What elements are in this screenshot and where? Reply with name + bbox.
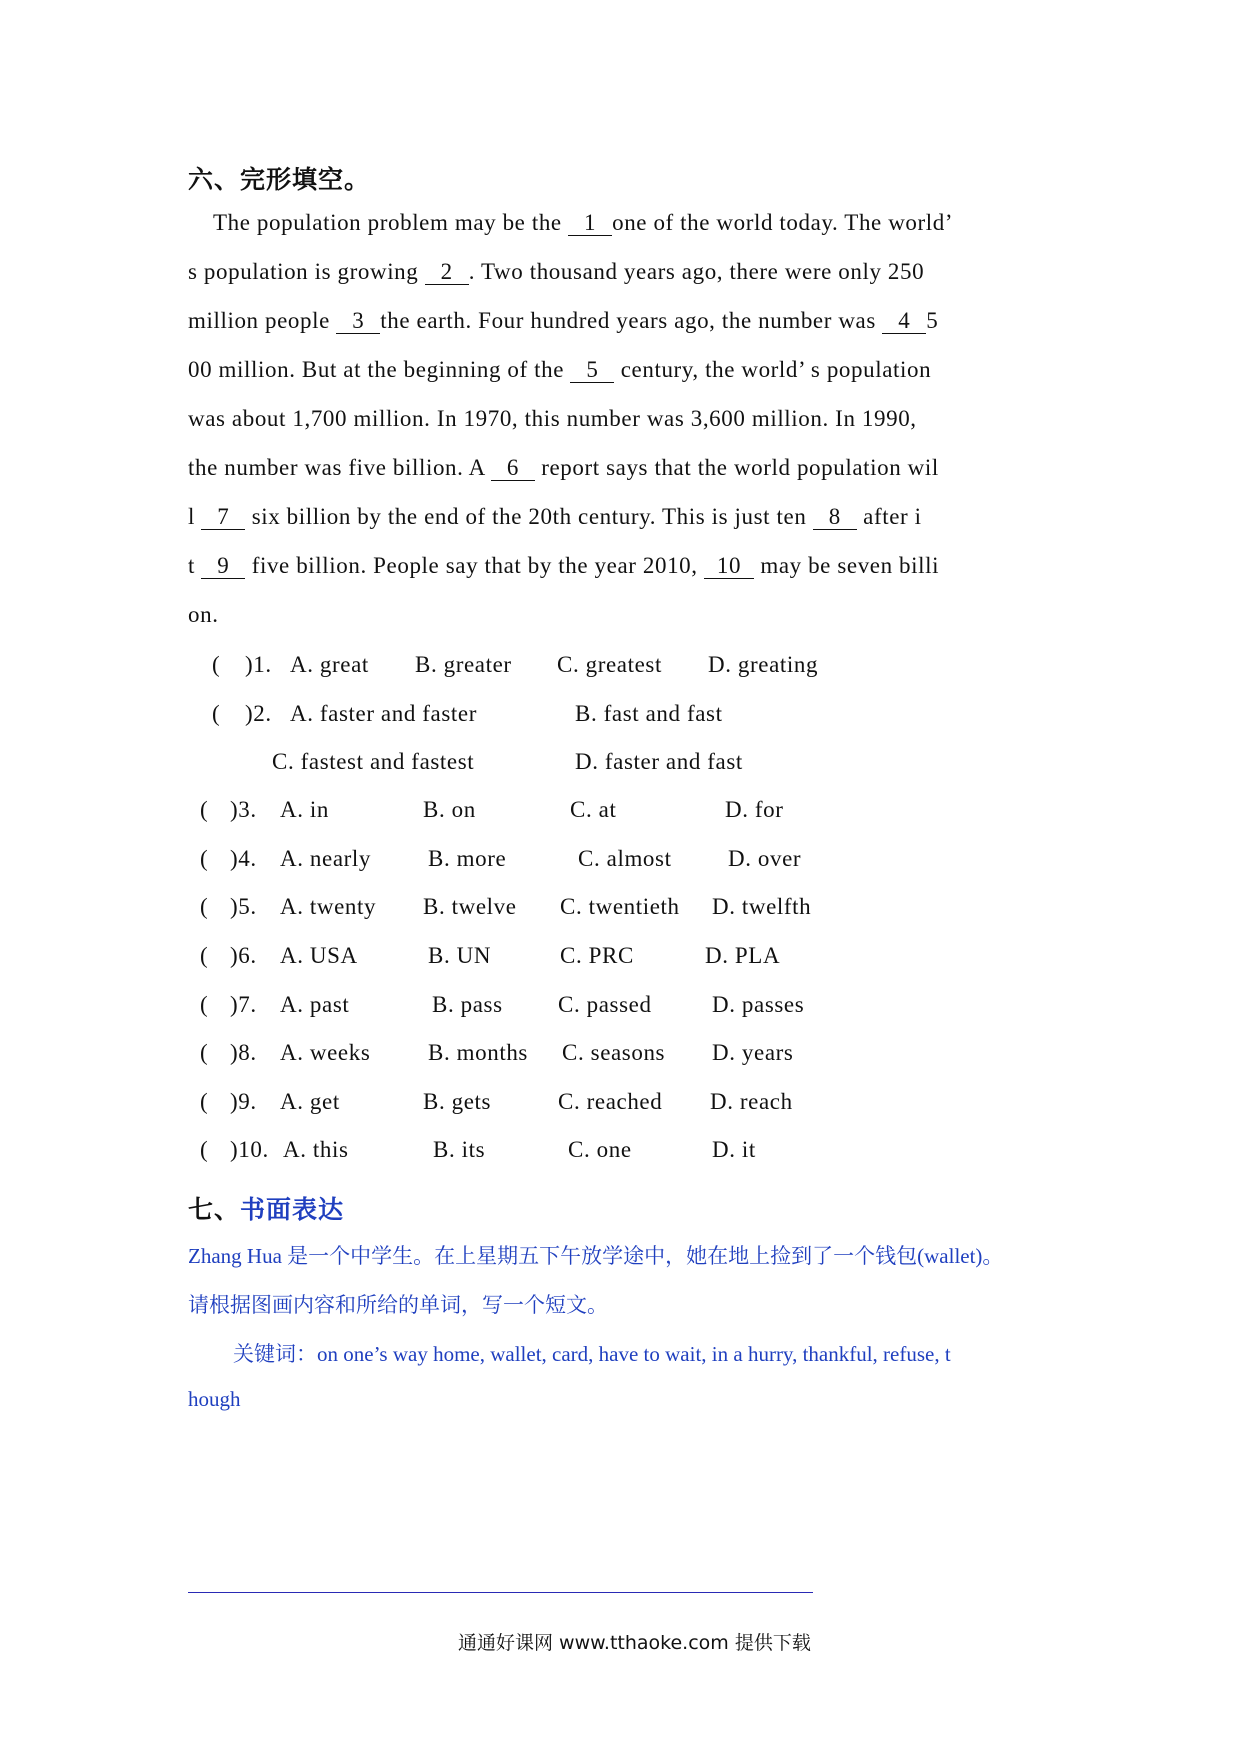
passage-text: on. bbox=[188, 602, 219, 627]
answer-paren-1: ( bbox=[212, 652, 221, 677]
option-b-q6: B. UN bbox=[428, 943, 492, 968]
keywords-line-1: 关键词：on one’s way home, wallet, card, have to wait, in a hurry, thankful, refuse, t bbox=[233, 1342, 951, 1366]
option-b-q3: B. on bbox=[423, 797, 476, 822]
answer-paren-5: ( bbox=[200, 894, 209, 919]
passage-text: The population problem may be the bbox=[213, 210, 569, 235]
question-number-10: )10. bbox=[230, 1137, 269, 1162]
option-d-q1: D. greating bbox=[708, 652, 819, 677]
option-b-q9: B. gets bbox=[423, 1089, 492, 1114]
option-d-q4: D. over bbox=[728, 846, 802, 871]
option-a-q1: A. great bbox=[290, 652, 369, 677]
option-b-q2: B. fast and fast bbox=[575, 701, 723, 726]
blank-3: 3 bbox=[336, 309, 380, 334]
option-b-q7: B. pass bbox=[432, 992, 503, 1017]
writing-prompt-line-1: Zhang Hua 是一个中学生。在上星期五下午放学途中，她在地上捡到了一个钱包(wallet)。 bbox=[188, 1244, 1004, 1268]
question-number-6: )6. bbox=[230, 943, 257, 968]
passage-line bbox=[213, 210, 953, 236]
option-c-q10: C. one bbox=[568, 1137, 632, 1162]
answer-paren-4: ( bbox=[200, 846, 209, 871]
passage-text: the earth. Four hundred years ago, the number was bbox=[380, 308, 883, 333]
passage-line bbox=[188, 308, 938, 334]
answer-paren-8: ( bbox=[200, 1040, 209, 1065]
option-c-q4: C. almost bbox=[578, 846, 672, 871]
passage-text: century, the world’ s population bbox=[614, 357, 932, 382]
option-d-q2: D. faster and fast bbox=[575, 749, 743, 774]
passage-text: 00 million. But at the beginning of the bbox=[188, 357, 571, 382]
option-a-q4: A. nearly bbox=[280, 846, 371, 871]
option-a-q5: A. twenty bbox=[280, 894, 377, 919]
option-c-q9: C. reached bbox=[558, 1089, 663, 1114]
question-number-4: )4. bbox=[230, 846, 257, 871]
blank-6: 6 bbox=[491, 456, 535, 481]
passage-line bbox=[188, 406, 917, 432]
option-d-q3: D. for bbox=[725, 797, 784, 822]
answer-paren-2: ( bbox=[212, 701, 221, 726]
question-number-1: )1. bbox=[245, 652, 272, 677]
answer-paren-6: ( bbox=[200, 943, 209, 968]
option-d-q5: D. twelfth bbox=[712, 894, 812, 919]
option-d-q9: D. reach bbox=[710, 1089, 793, 1114]
passage-text: five billion. People say that by the year 2010, bbox=[245, 553, 704, 578]
passage-text: s population is growing bbox=[188, 259, 425, 284]
passage-line bbox=[188, 602, 219, 628]
blank-9: 9 bbox=[201, 554, 245, 579]
option-b-q5: B. twelve bbox=[423, 894, 517, 919]
option-c-q5: C. twentieth bbox=[560, 894, 680, 919]
option-a-q7: A. past bbox=[280, 992, 350, 1017]
option-c-q2: C. fastest and fastest bbox=[272, 749, 475, 774]
option-c-q8: C. seasons bbox=[562, 1040, 666, 1065]
passage-text: report says that the world population wil bbox=[534, 455, 939, 480]
passage-text: million people bbox=[188, 308, 337, 333]
option-a-q8: A. weeks bbox=[280, 1040, 371, 1065]
answer-paren-7: ( bbox=[200, 992, 209, 1017]
writing-prompt-line-2: 请根据图画内容和所给的单词，写一个短文。 bbox=[188, 1293, 608, 1317]
passage-text: was about 1,700 million. In 1970, this number was 3,600 million. In 1990, bbox=[188, 406, 917, 431]
footer-text: 通通好课网 www.tthaoke.com 提供下载 bbox=[458, 1632, 811, 1654]
question-number-7: )7. bbox=[230, 992, 257, 1017]
option-a-q9: A. get bbox=[280, 1089, 340, 1114]
question-number-9: )9. bbox=[230, 1089, 257, 1114]
passage-line bbox=[188, 357, 931, 383]
option-d-q10: D. it bbox=[712, 1137, 756, 1162]
option-d-q7: D. passes bbox=[712, 992, 805, 1017]
passage-text: the number was five billion. A bbox=[188, 455, 491, 480]
question-number-3: )3. bbox=[230, 797, 257, 822]
passage-text: one of the world today. The world’ bbox=[612, 210, 954, 235]
passage-line bbox=[188, 504, 922, 530]
option-c-q7: C. passed bbox=[558, 992, 652, 1017]
passage-text: six billion by the end of the 20th century. This is just ten bbox=[245, 504, 813, 529]
option-b-q1: B. greater bbox=[415, 652, 512, 677]
option-d-q6: D. PLA bbox=[705, 943, 781, 968]
blank-4: 4 bbox=[882, 309, 926, 334]
option-d-q8: D. years bbox=[712, 1040, 794, 1065]
passage-text: t bbox=[188, 553, 202, 578]
blank-10: 10 bbox=[704, 554, 754, 579]
question-number-5: )5. bbox=[230, 894, 257, 919]
passage-line bbox=[188, 259, 924, 285]
blank-8: 8 bbox=[813, 505, 857, 530]
passage-text: after i bbox=[856, 504, 922, 529]
option-c-q1: C. greatest bbox=[557, 652, 662, 677]
passage-text: may be seven billi bbox=[753, 553, 940, 578]
option-a-q10: A. this bbox=[283, 1137, 349, 1162]
option-c-q3: C. at bbox=[570, 797, 617, 822]
option-b-q10: B. its bbox=[433, 1137, 486, 1162]
blank-7: 7 bbox=[201, 505, 245, 530]
option-a-q3: A. in bbox=[280, 797, 329, 822]
blank-1: 1 bbox=[568, 211, 612, 236]
passage-text: 5 bbox=[926, 308, 939, 333]
question-number-2: )2. bbox=[245, 701, 272, 726]
option-c-q6: C. PRC bbox=[560, 943, 634, 968]
passage-line bbox=[188, 553, 939, 579]
section-7-title: 书面表达 bbox=[240, 1197, 345, 1224]
answer-paren-3: ( bbox=[200, 797, 209, 822]
blank-2: 2 bbox=[425, 260, 469, 285]
passage-text: . Two thousand years ago, there were only 250 bbox=[468, 259, 925, 284]
option-b-q8: B. months bbox=[428, 1040, 528, 1065]
blank-5: 5 bbox=[570, 358, 614, 383]
option-a-q6: A. USA bbox=[280, 943, 358, 968]
footer-divider bbox=[188, 1592, 813, 1593]
option-a-q2: A. faster and faster bbox=[290, 701, 477, 726]
question-number-8: )8. bbox=[230, 1040, 257, 1065]
section-7-heading bbox=[188, 1190, 344, 1226]
keywords-line-2: hough bbox=[188, 1387, 241, 1411]
section-7-prefix: 七、 bbox=[188, 1197, 241, 1224]
option-b-q4: B. more bbox=[428, 846, 507, 871]
passage-text: l bbox=[188, 504, 202, 529]
passage-line bbox=[188, 455, 939, 481]
answer-paren-10: ( bbox=[200, 1137, 209, 1162]
section-6-title: 六、完形填空。 bbox=[188, 167, 371, 194]
answer-paren-9: ( bbox=[200, 1089, 209, 1114]
